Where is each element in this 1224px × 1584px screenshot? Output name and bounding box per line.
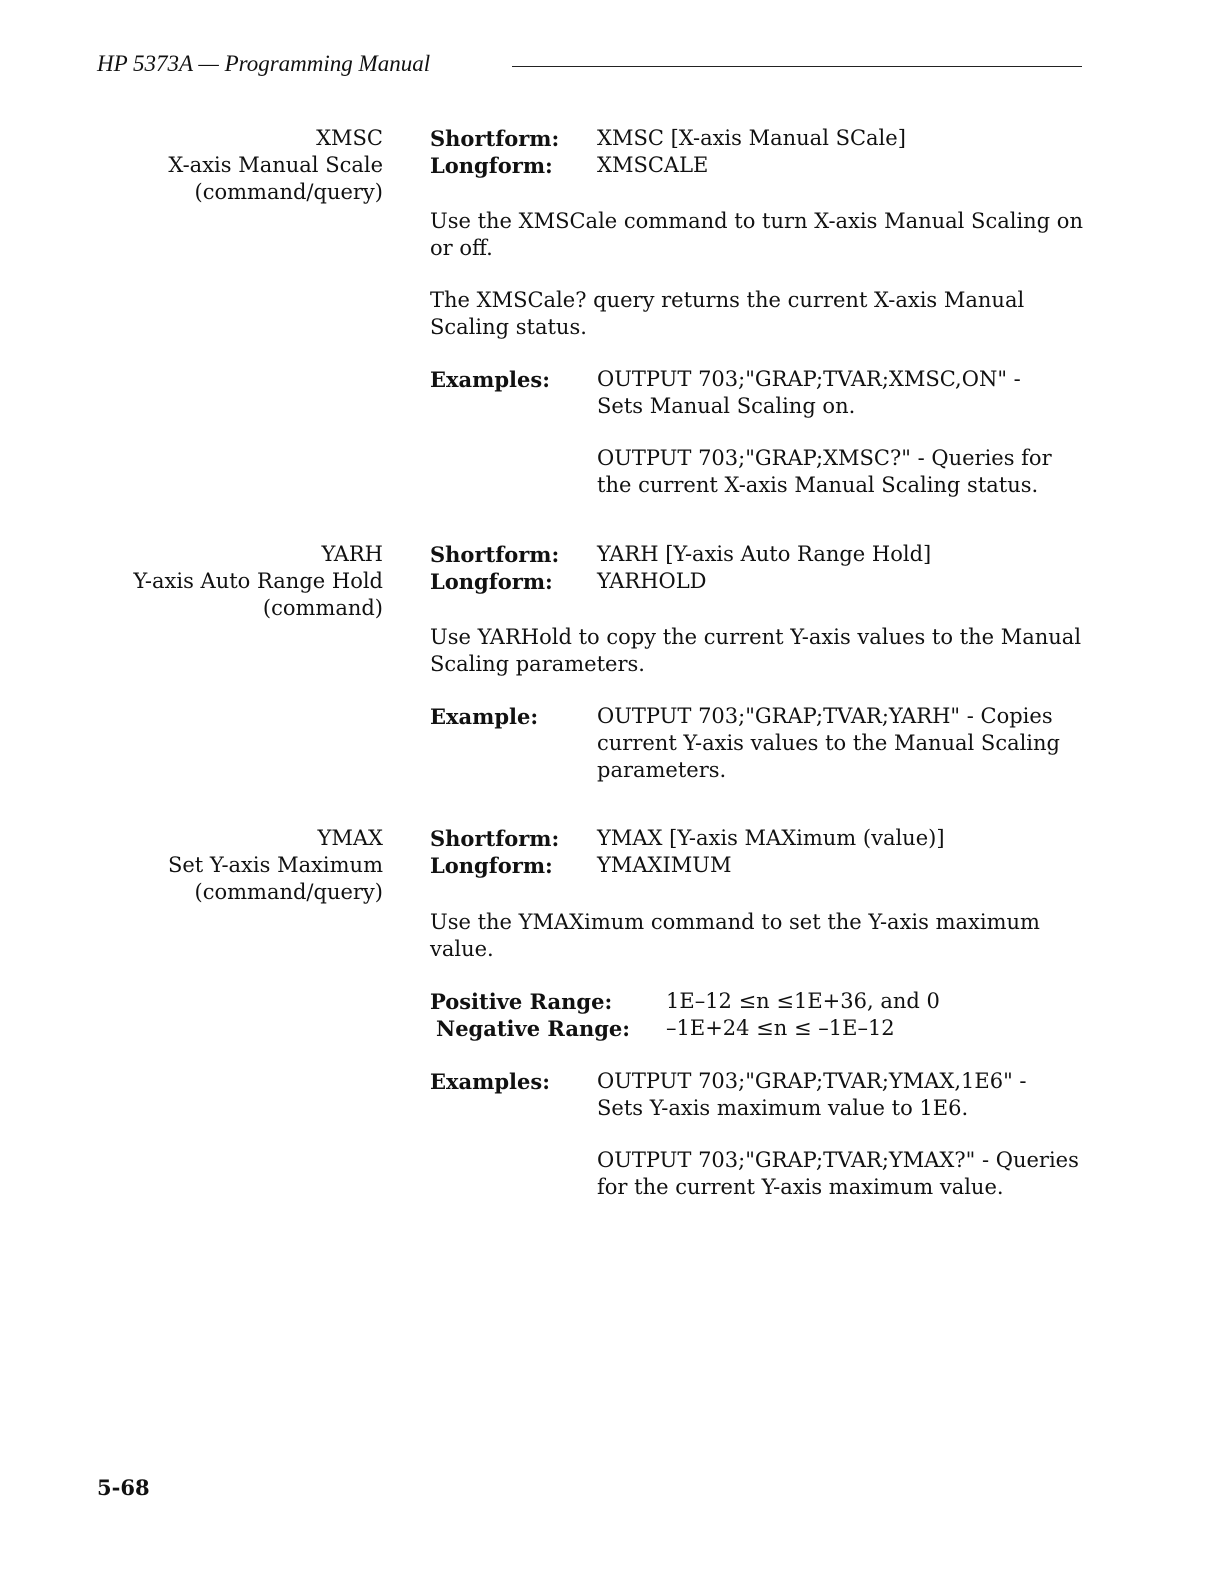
examples-label: Examples:	[430, 1069, 550, 1094]
command-type: (command/query)	[194, 880, 383, 904]
command-type: (command)	[262, 596, 383, 620]
header-rule	[512, 66, 1082, 67]
example: OUTPUT 703;"GRAP;TVAR;YMAX,1E6" - Sets Y-axis maximum value to 1E6.	[597, 1069, 1027, 1120]
paragraph: Use the YMAXimum command to set the Y-axis maximum value.	[430, 910, 1040, 961]
ymax-forms	[430, 825, 1090, 879]
xmsc-examples	[430, 366, 1090, 499]
shortform-label: Shortform:	[430, 826, 560, 851]
shortform-value: YARH [Y-axis Auto Range Hold]	[597, 542, 932, 566]
paragraph: Use YARHold to copy the current Y-axis values to the Manual Scaling parameters.	[430, 625, 1082, 676]
longform-value: YMAXIMUM	[597, 853, 732, 877]
shortform-value: XMSC [X-axis Manual SCale]	[597, 126, 906, 150]
positive-range-value: 1E–12 ≤n ≤1E+36, and 0	[666, 989, 940, 1013]
ymax-ranges	[430, 988, 1090, 1042]
paragraph: Use the XMSCale command to turn X-axis Manual Scaling on or off.	[430, 209, 1083, 260]
shortform-label: Shortform:	[430, 542, 560, 567]
yarh-side-heading	[133, 541, 383, 622]
yarh-forms	[430, 541, 1090, 595]
longform-label: Longform:	[430, 853, 553, 878]
command-name: Set Y-axis Maximum	[167, 853, 383, 877]
example: OUTPUT 703;"GRAP;TVAR;XMSC,ON" - Sets Manual Scaling on.	[597, 367, 1021, 418]
example-label: Example:	[430, 704, 539, 729]
command-code: XMSC	[316, 126, 383, 150]
yarh-examples	[430, 703, 1090, 784]
longform-label: Longform:	[430, 153, 553, 178]
command-type: (command/query)	[194, 180, 383, 204]
examples-label: Examples:	[430, 367, 550, 392]
shortform-value: YMAX [Y-axis MAXimum (value)]	[597, 826, 945, 850]
xmsc-side-heading	[168, 125, 383, 206]
page-number: 5-68	[97, 1475, 150, 1500]
positive-range-label: Positive Range:	[430, 989, 613, 1014]
command-code: YARH	[321, 542, 383, 566]
example: OUTPUT 703;"GRAP;TVAR;YARH" - Copies current Y-axis values to the Manual Scaling parameters.	[597, 704, 1060, 782]
negative-range-label: Negative Range:	[436, 1016, 631, 1041]
paragraph: The XMSCale? query returns the current X-axis Manual Scaling status.	[430, 288, 1025, 339]
command-code: YMAX	[317, 826, 383, 850]
example: OUTPUT 703;"GRAP;XMSC?" - Queries for the current X-axis Manual Scaling status.	[597, 446, 1052, 497]
command-name: X-axis Manual Scale	[168, 153, 383, 177]
longform-value: YARHOLD	[597, 569, 707, 593]
negative-range-value: –1E+24 ≤n ≤ –1E–12	[666, 1016, 895, 1040]
ymax-examples	[430, 1068, 1090, 1201]
command-name: Y-axis Auto Range Hold	[133, 569, 383, 593]
longform-label: Longform:	[430, 569, 553, 594]
shortform-label: Shortform:	[430, 126, 560, 151]
xmsc-forms	[430, 125, 1090, 179]
ymax-side-heading	[168, 825, 383, 906]
example: OUTPUT 703;"GRAP;TVAR;YMAX?" - Queries for the current Y-axis maximum value.	[597, 1148, 1079, 1199]
running-header: HP 5373A — Programming Manual	[97, 51, 431, 76]
longform-value: XMSCALE	[597, 153, 709, 177]
